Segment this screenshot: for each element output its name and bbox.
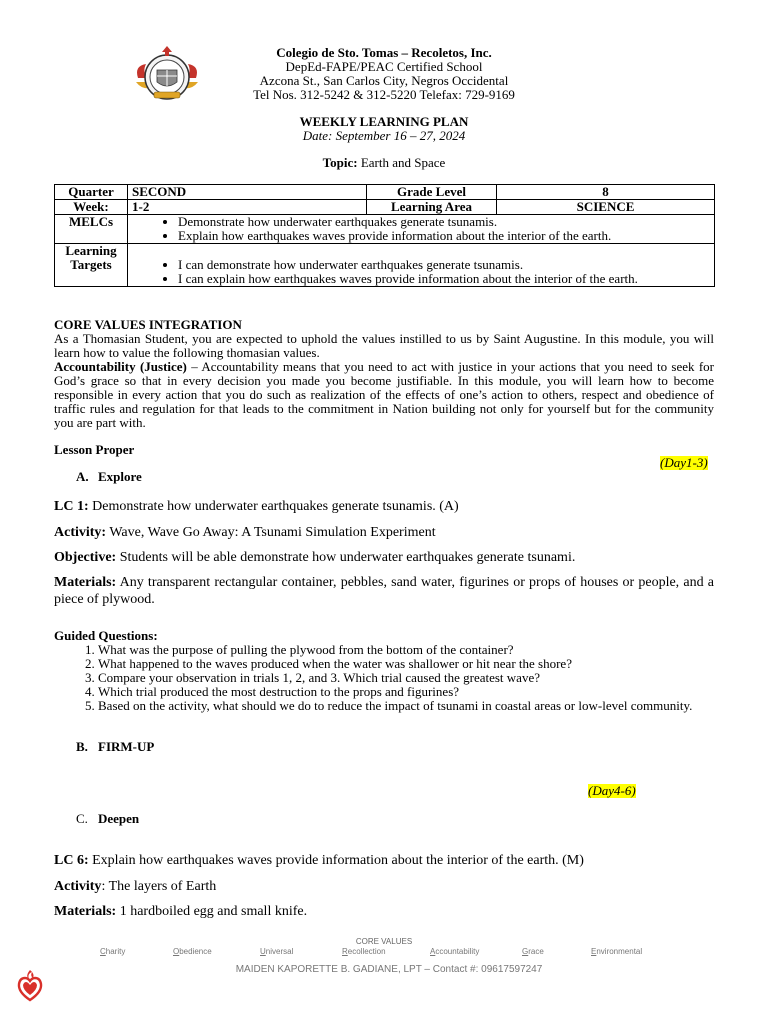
area-value: SCIENCE xyxy=(497,200,715,215)
materials-label: Materials: xyxy=(54,575,117,590)
section-explore xyxy=(76,470,142,484)
learning-competency-1 xyxy=(54,498,714,515)
section-letter: C. xyxy=(76,811,88,826)
value-rest: ecollection xyxy=(347,947,386,956)
value-initial: U xyxy=(260,947,266,956)
section-deepen xyxy=(76,812,139,826)
footer-value-item xyxy=(100,947,125,956)
section-letter: A. xyxy=(76,469,89,484)
value-rest: bedience xyxy=(179,947,212,956)
accountability-label: Accountability (Justice) xyxy=(54,359,187,374)
list-item: • Explain how earthquakes waves provide information about the interior of the earth. xyxy=(178,229,710,243)
melcs-label: MELCs xyxy=(55,215,128,244)
learning-competency-6 xyxy=(54,852,714,869)
list-item: 4. Which trial produced the most destruction to the props and figurines? xyxy=(98,685,738,699)
materials-label: Materials: xyxy=(54,904,117,919)
core-values-heading: CORE VALUES INTEGRATION xyxy=(54,317,242,332)
value-initial: A xyxy=(430,947,436,956)
footer-core-values-label: CORE VALUES xyxy=(355,937,413,946)
footer-value-item xyxy=(591,947,642,956)
value-initial: E xyxy=(591,947,597,956)
materials-1 xyxy=(54,574,714,608)
section-firm-up xyxy=(76,740,154,754)
list-item: 1. What was the purpose of pulling the plywood from the bottom of the container? xyxy=(98,643,738,657)
info-row-quarter xyxy=(55,185,715,200)
heart-flame-icon xyxy=(16,968,44,1002)
list-item: 3. Compare your observation in trials 1, 2, and 3. Which trial caused the greatest wave? xyxy=(98,671,738,685)
quarter-value: SECOND xyxy=(128,185,367,200)
info-table xyxy=(54,184,715,287)
objective-label: Objective: xyxy=(54,550,117,565)
value-rest: ccountability xyxy=(435,947,480,956)
plan-date: Date: September 16 – 27, 2024 xyxy=(302,128,466,143)
list-item: • Demonstrate how underwater earthquakes generate tsunamis. xyxy=(178,215,710,229)
objective-1 xyxy=(54,549,714,566)
info-row-melcs xyxy=(55,215,715,244)
activity-1 xyxy=(54,524,714,541)
section-title: Deepen xyxy=(98,811,140,826)
school-name: Colegio de Sto. Tomas – Recoletos, Inc. xyxy=(276,45,492,60)
day-range-badge: (Day1-3) xyxy=(660,455,708,470)
guided-questions-heading: Guided Questions: xyxy=(54,628,158,643)
value-rest: niversal xyxy=(265,947,294,956)
targets-cell xyxy=(128,244,715,287)
plan-topic xyxy=(0,156,768,170)
value-initial: O xyxy=(173,947,180,956)
footer-value-item xyxy=(522,947,544,956)
school-address: Azcona St., San Carlos City, Negros Occidental xyxy=(259,73,509,88)
value-rest: harity xyxy=(105,947,126,956)
lc1-text: Demonstrate how underwater earthquakes generate tsunamis. (A) xyxy=(88,499,459,514)
section-title: FIRM-UP xyxy=(98,739,155,754)
value-initial: G xyxy=(522,947,529,956)
guided-questions-list xyxy=(54,643,738,713)
list-item: • I can explain how earthquakes waves provide information about the interior of the earth. xyxy=(178,272,710,286)
grade-label: Grade Level xyxy=(367,185,497,200)
melcs-cell xyxy=(128,215,715,244)
activity-label: Activity: xyxy=(54,525,107,540)
value-rest: race xyxy=(528,947,544,956)
activity-label: Activity xyxy=(54,879,102,894)
footer-value-item xyxy=(260,947,293,956)
info-row-week xyxy=(55,200,715,215)
activity-text: Wave, Wave Go Away: A Tsunami Simulation Experiment xyxy=(106,525,436,540)
school-header xyxy=(0,46,768,102)
footer-value-item xyxy=(173,947,212,956)
week-label: Week: xyxy=(55,200,128,215)
accountability-text: – Accountability means that you need to act with justice in your actions that you need to seek for God’s grace so that in every decision you made you become justifiable. In this module, you will learn how to become responsible in every action that you do such as realization of the effects of one’s action to others, respect and obedience of traffic rules and regulation for that leads to the commitment in Nation building not only for yourself but for the community you are part with. xyxy=(54,359,714,430)
lesson-proper-heading: Lesson Proper xyxy=(54,442,135,457)
school-contact: Tel Nos. 312-5242 & 312-5220 Telefax: 729-9169 xyxy=(253,87,515,102)
accountability-paragraph xyxy=(54,360,714,430)
targets-label-line-1: Learning xyxy=(65,243,117,258)
materials-6 xyxy=(54,903,714,920)
targets-label-line-2: Targets xyxy=(70,257,112,272)
core-values-intro: As a Thomasian Student, you are expected to uphold the values instilled to us by Saint Augustine. In this module, you will learn how to value the following thomasian values. xyxy=(54,331,714,360)
objective-text: Students will be able demonstrate how underwater earthquakes generate tsunami. xyxy=(116,550,576,565)
materials-text: Any transparent rectangular container, pebbles, sand water, figurines or props of houses or people, and a piece of plywood. xyxy=(54,575,714,607)
list-item: 5. Based on the activity, what should we do to reduce the impact of tsunami in coastal areas or low-level community. xyxy=(98,699,738,713)
quarter-label: Quarter xyxy=(55,185,128,200)
footer-value-item xyxy=(430,947,479,956)
targets-list xyxy=(132,258,710,286)
footer-contact: MAIDEN KAPORETTE B. GADIANE, LPT – Contact #: 09617597247 xyxy=(235,964,543,975)
school-certification: DepEd-FAPE/PEAC Certified School xyxy=(285,59,483,74)
day-range-badge: (Day4-6) xyxy=(588,783,636,798)
grade-value: 8 xyxy=(497,185,715,200)
activity-6 xyxy=(54,878,714,895)
plan-title: WEEKLY LEARNING PLAN xyxy=(299,114,469,129)
info-row-targets xyxy=(55,244,715,287)
lc6-text: Explain how earthquakes waves provide information about the interior of the earth. (M) xyxy=(88,853,584,868)
value-initial: R xyxy=(342,947,348,956)
area-label: Learning Area xyxy=(367,200,497,215)
week-value: 1-2 xyxy=(128,200,367,215)
section-title: Explore xyxy=(98,469,142,484)
lc6-label: LC 6: xyxy=(54,853,89,868)
activity-text: : The layers of Earth xyxy=(101,879,217,894)
lc1-label: LC 1: xyxy=(54,499,89,514)
targets-label xyxy=(55,244,128,287)
list-item: 2. What happened to the waves produced when the water was shallower or hit near the shore? xyxy=(98,657,738,671)
list-item: • I can demonstrate how underwater earthquakes generate tsunamis. xyxy=(178,258,710,272)
melcs-list xyxy=(132,215,710,243)
section-letter: B. xyxy=(76,739,88,754)
topic-value: Earth and Space xyxy=(360,155,446,170)
footer-value-item xyxy=(342,947,386,956)
topic-label: Topic: xyxy=(322,155,358,170)
value-initial: C xyxy=(100,947,106,956)
value-rest: nvironmental xyxy=(596,947,643,956)
materials-text: 1 hardboiled egg and small knife. xyxy=(116,904,308,919)
